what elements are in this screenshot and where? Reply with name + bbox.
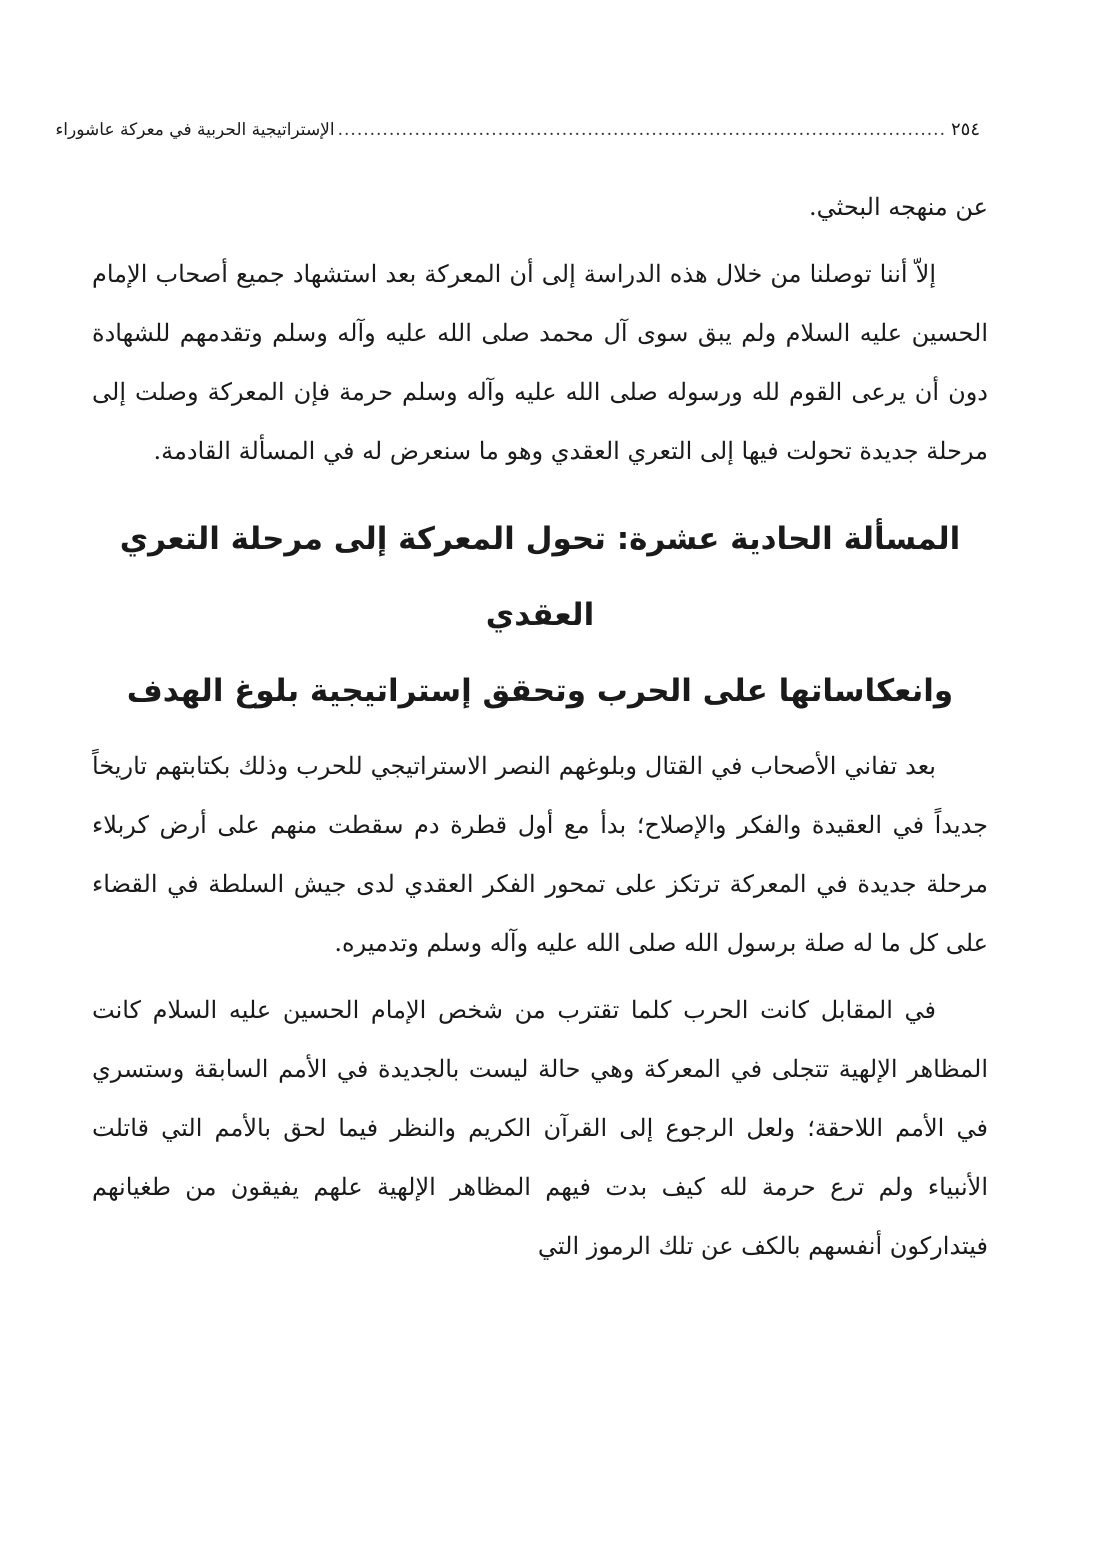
page-number: ٢٥٤: [950, 119, 980, 140]
section-heading-line-2: وانعكاساتها على الحرب وتحقق إستراتيجية بلوغ الهدف: [126, 673, 954, 709]
section-heading-line-1: المسألة الحادية عشرة: تحول المعركة إلى مرحلة التعري العقدي: [119, 521, 961, 633]
running-header: [55, 112, 980, 148]
paragraph-4: في المقابل كانت الحرب كلما تقترب من شخص الإمام الحسين عليه السلام كانت المظاهر الإلهية تتجلى في المعركة وهي حالة ليست بالجديدة في الأمم السابقة وستسري في الأمم اللاحقة؛ ولعل الرجوع إلى القرآن الكريم والنظر فيما لحق بالأمم التي قاتلت الأنبياء ولم ترع حرمة لله كيف بدت فيهم المظاهر الإلهية علهم يفيقون من طغيانهم فيتداركون أنفسهم بالكف عن تلك الرموز التي: [92, 996, 988, 1260]
running-title: الإستراتيجية الحربية في معركة عاشوراء: [55, 120, 335, 140]
dot-leader: ...............................................................................................: [337, 120, 946, 140]
body-text: [92, 178, 988, 1276]
paragraph-1: عن منهجه البحثي.: [809, 193, 988, 221]
paragraph-3: بعد تفاني الأصحاب في القتال وبلوغهم النصر الاستراتيجي للحرب وذلك بكتابتهم تاريخاً جديداً في العقيدة والفكر والإصلاح؛ بدأ مع أول قطرة دم سقطت منهم على أرض كربلاء مرحلة جديدة في المعركة ترتكز على تمحور الفكر العقدي لدى جيش السلطة في القضاء على كل ما له صلة برسول الله صلى الله عليه وآله وسلم وتدميره.: [92, 752, 989, 957]
paragraph-2: إلاّ أننا توصلنا من خلال هذه الدراسة إلى أن المعركة بعد استشهاد جميع أصحاب الإمام الحسين عليه السلام ولم يبق سوى آل محمد صلى الله عليه وآله وسلم وتقدمهم للشهادة دون أن يرعى القوم لله ورسوله صلى الله عليه وآله وسلم حرمة فإن المعركة وصلت إلى مرحلة جديدة تحولت فيها إلى التعري العقدي وهو ما سنعرض له في المسألة القادمة.: [92, 260, 988, 465]
